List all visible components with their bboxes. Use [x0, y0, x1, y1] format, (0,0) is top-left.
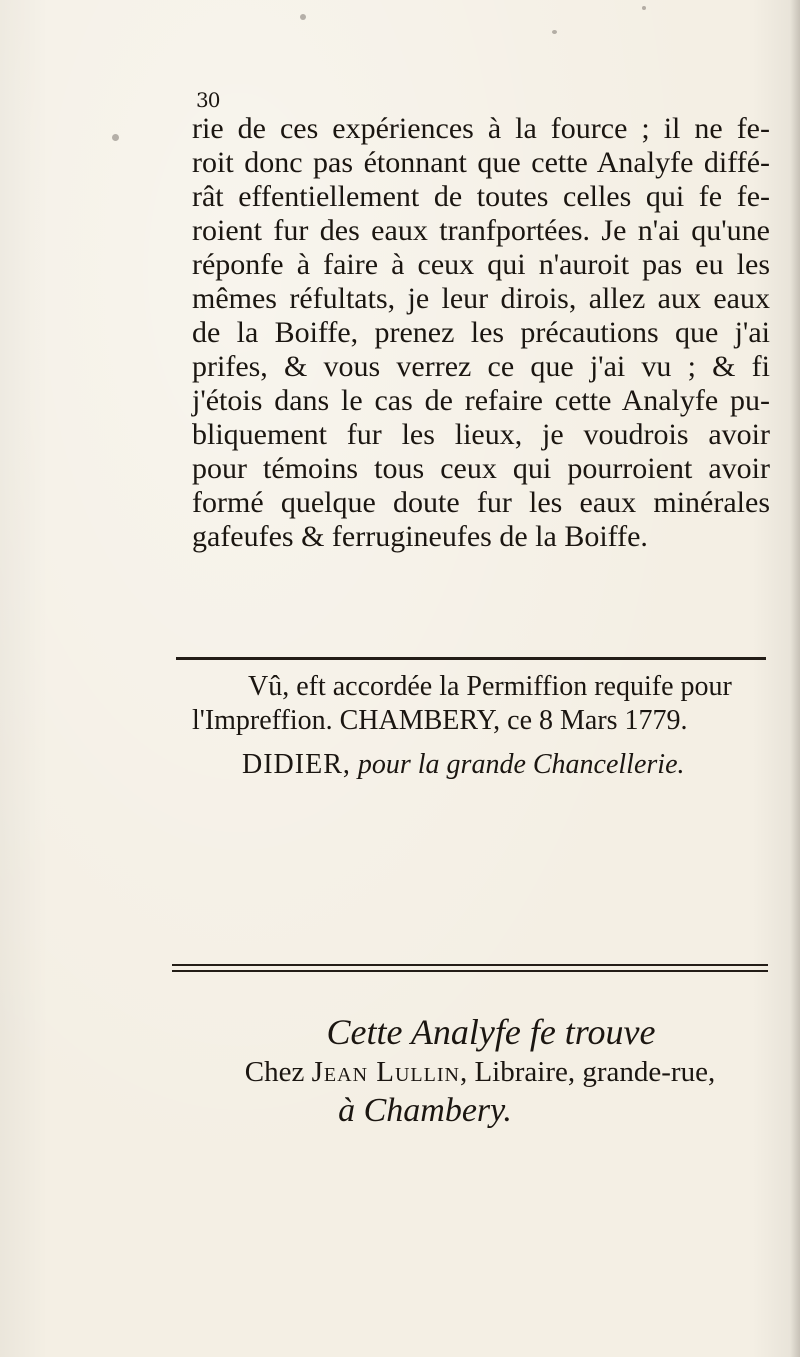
- signer-name: DIDIER,: [242, 749, 351, 780]
- printing-permission: [192, 670, 768, 782]
- text-line: mêmes réfultats, je leur dirois, allez aux eaux: [192, 282, 770, 315]
- text-line: gafeufes & ferrugineufes de la Boiffe.: [192, 520, 648, 553]
- text-line: formé quelque doute fur les eaux minérales: [192, 486, 770, 519]
- text-line: réponfe à faire à ceux qui n'auroit pas eu les: [192, 248, 770, 281]
- permission-line: Vû, eft accordée la Permiffion requife pour: [248, 671, 732, 702]
- bookseller-line: [190, 1054, 770, 1090]
- signature-line: [192, 748, 768, 782]
- colophon-title: Cette Analyfe fe trouve: [326, 1012, 656, 1052]
- double-rule: [172, 964, 768, 972]
- text-line: rât effentiellement de toutes celles qui fe fe-: [192, 180, 770, 213]
- signer-office: pour la grande Chancellerie.: [357, 749, 685, 780]
- text-line: prifes, & vous verrez ce que j'ai vu ; & fi: [192, 350, 770, 383]
- text-line: de la Boiffe, prenez les précautions que j'ai: [192, 316, 770, 349]
- ink-speck: [642, 6, 646, 10]
- text-line: rie de ces expériences à la fource ; il ne fe-: [192, 112, 770, 145]
- colophon: [190, 1010, 770, 1132]
- colophon-place: à Chambery.: [338, 1092, 512, 1129]
- seller-prefix: Chez: [244, 1056, 305, 1088]
- section-rule: [176, 657, 766, 660]
- text-line: bliquement fur les lieux, je voudrois avoir: [192, 418, 770, 451]
- ink-speck: [300, 14, 306, 20]
- ink-speck: [112, 134, 119, 141]
- permission-line: l'Impreffion. CHAMBERY, ce 8 Mars 1779.: [192, 705, 688, 736]
- seller-address: , Libraire, grande-rue,: [459, 1056, 716, 1088]
- text-line: roit donc pas étonnant que cette Analyfe diffé-: [192, 146, 770, 179]
- text-line: roient fur des eaux tranfportées. Je n'ai qu'une: [192, 214, 770, 247]
- text-line: pour témoins tous ceux qui pourroient avoir: [192, 452, 770, 485]
- body-paragraph: [192, 112, 770, 554]
- ink-speck: [552, 30, 557, 34]
- bookseller-name: Jean Lullin: [311, 1056, 460, 1088]
- page-number: 30: [196, 88, 220, 112]
- page-edge-shadow: [790, 0, 800, 1357]
- text-line: j'étois dans le cas de refaire cette Analyfe pu-: [192, 384, 770, 417]
